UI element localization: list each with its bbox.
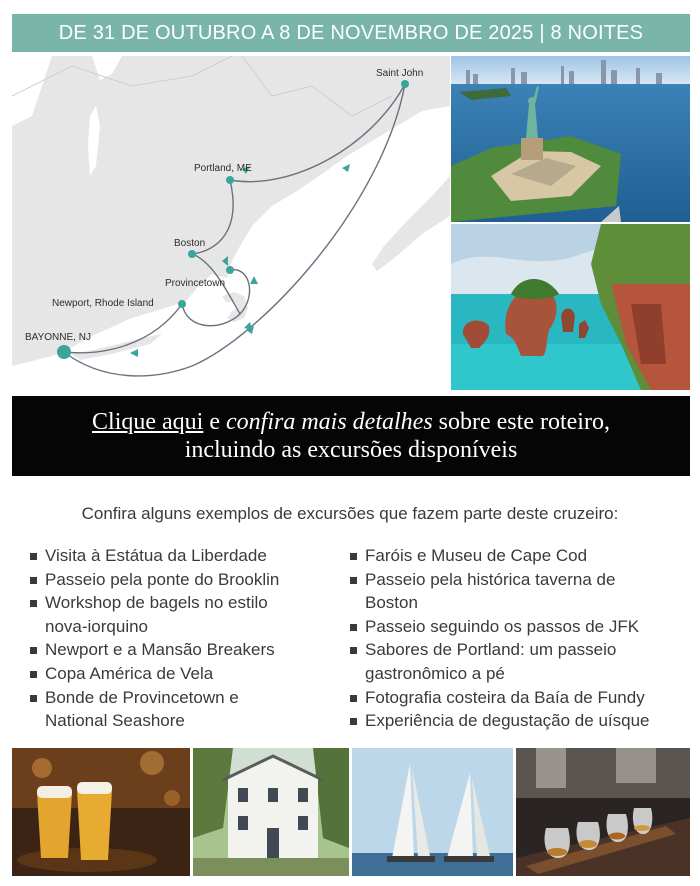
details-banner[interactable]	[12, 396, 690, 476]
excursion-item: Bonde de Provincetown e National Seashore	[30, 686, 270, 733]
port-label-provincetown: Provincetown	[165, 278, 226, 289]
port-label-saint-john: Saint John	[376, 68, 424, 79]
cta-connector: e	[203, 409, 227, 435]
excursion-item: Passeio pela histórica taverna de Boston	[350, 568, 620, 615]
mansion-photo	[193, 748, 349, 876]
excursions-list-right	[350, 544, 690, 733]
details-banner-line-1	[92, 408, 610, 436]
bay-of-fundy-photo	[451, 224, 690, 390]
date-banner	[12, 14, 690, 52]
date-banner-text: DE 31 DE OUTUBRO A 8 DE NOVEMBRO DE 2025 | 8 NOITES	[58, 21, 644, 44]
details-banner-line-2: incluindo as excursões disponíveis	[184, 437, 518, 463]
port-label-boston: Boston	[174, 238, 206, 249]
statue-of-liberty-photo	[451, 56, 690, 222]
excursions-list-left	[30, 544, 330, 733]
excursion-item: Passeio seguindo os passos de JFK	[350, 615, 690, 639]
excursion-item: Visita à Estátua da Liberdade	[30, 544, 330, 568]
excursion-item: Faróis e Museu de Cape Cod	[350, 544, 690, 568]
excursion-item: Experiência de degustação de uísque	[350, 709, 690, 733]
excursion-item: Fotografia costeira da Baía de Fundy	[350, 686, 690, 710]
cta-emphasis: confira mais detalhes	[226, 409, 433, 435]
excursion-item: Workshop de bagels no estilo nova-iorquino	[30, 591, 270, 638]
sailboats-photo	[352, 748, 513, 876]
port-label-portland: Portland, ME	[194, 163, 252, 174]
excursion-item: Passeio pela ponte do Brooklin	[30, 568, 330, 592]
excursions-intro: Confira alguns exemplos de excursões que fazem parte deste cruzeiro:	[81, 504, 619, 523]
route-map	[12, 56, 450, 390]
beer-photo	[12, 748, 190, 876]
port-label-bayonne: BAYONNE, NJ	[25, 332, 91, 343]
excursion-item: Sabores de Portland: um passeio gastronômico a pé	[350, 638, 650, 685]
excursion-item: Newport e a Mansão Breakers	[30, 638, 330, 662]
excursion-item: Copa América de Vela	[30, 662, 330, 686]
click-here-link[interactable]: Clique aqui	[92, 409, 204, 435]
cta-text: sobre este roteiro,	[432, 409, 610, 435]
whisky-tasting-photo	[516, 748, 690, 876]
port-label-newport: Newport, Rhode Island	[52, 298, 154, 309]
